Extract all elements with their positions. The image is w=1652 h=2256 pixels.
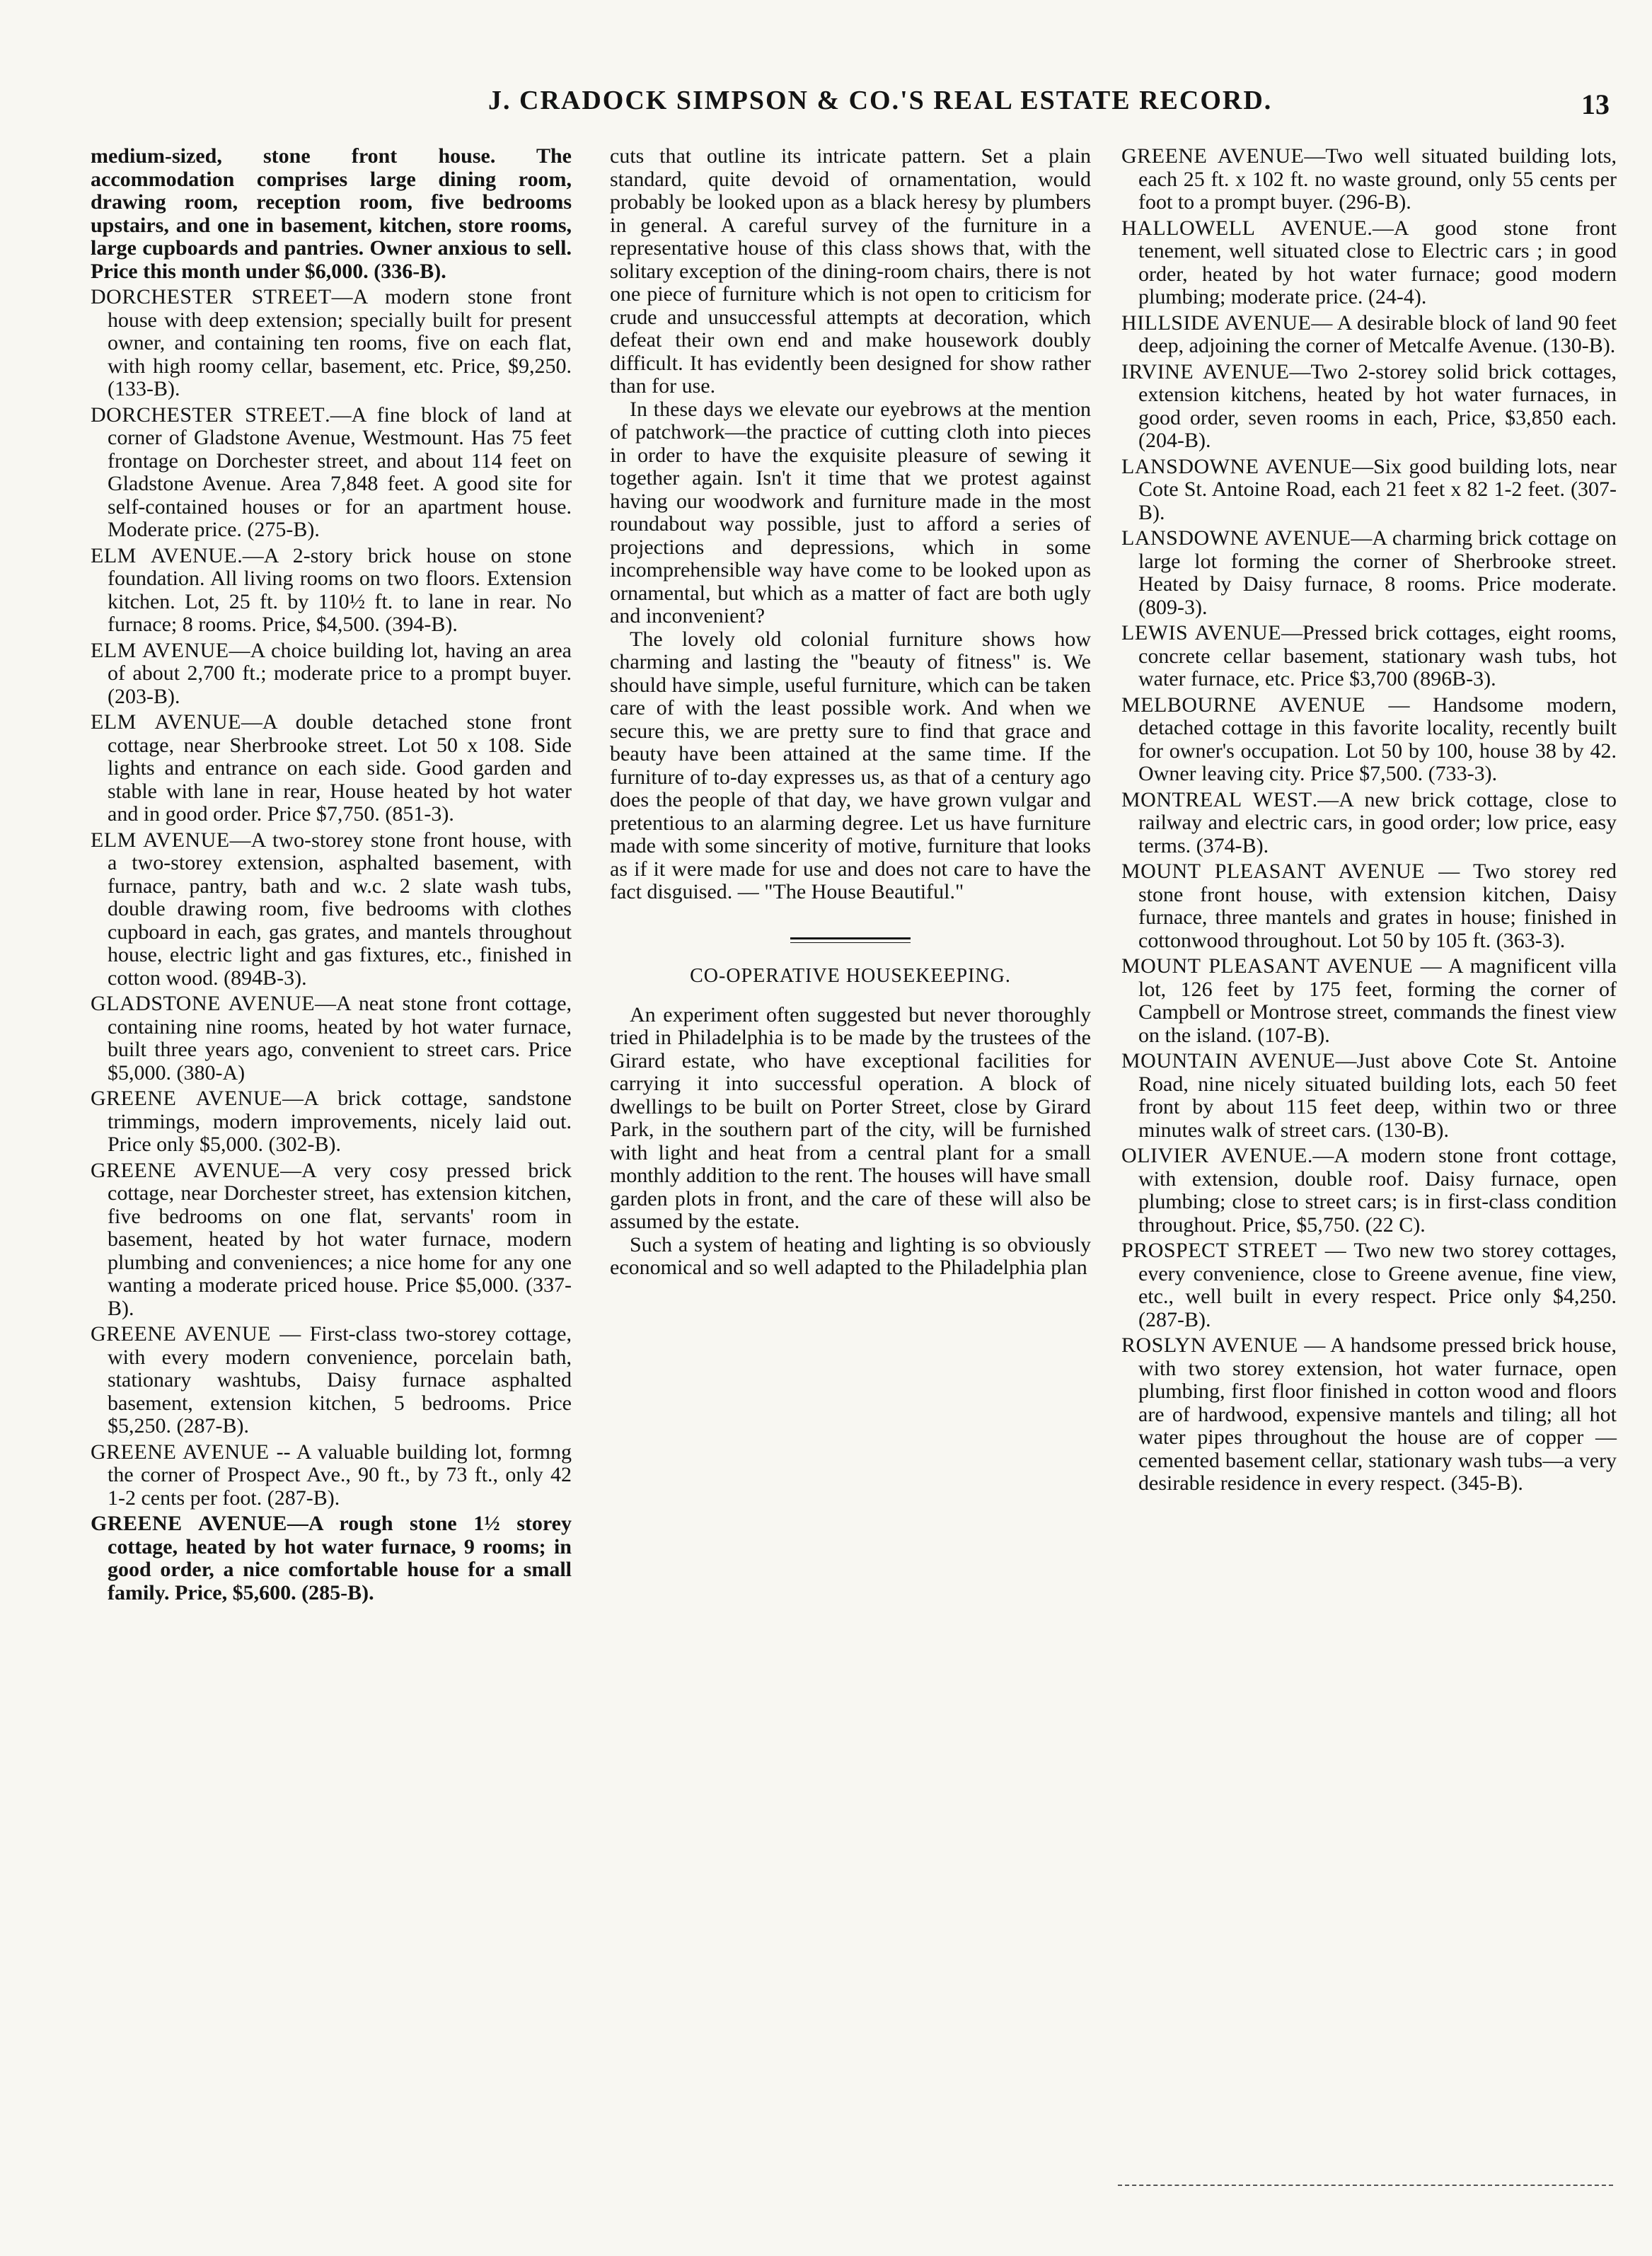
listing-text: — A magnificent villa lot, 126 feet by 175 feet, forming the corner of Campbell or Montrose street, commands the finest view on the island. (107-B). <box>1138 954 1617 1047</box>
listing-street: MOUNTAIN AVENUE <box>1121 1049 1336 1072</box>
column-2 <box>610 145 1091 1280</box>
listing-entry <box>1121 1050 1617 1142</box>
listing-street: GREENE AVENUE <box>91 1087 282 1110</box>
listing-text: —A choice building lot, having an area of about 2,700 ft.; moderate price to a prompt buyer. (203-B). <box>108 638 572 708</box>
listing-street: LEWIS AVENUE <box>1121 621 1282 644</box>
listing-entry <box>91 1441 572 1510</box>
listing-entry <box>1121 622 1617 691</box>
listing-text: —Just above Cote St. Antoine Road, nine nicely situated building lots, each 50 feet front by about 115 feet deep, within two or three minutes walk of street cars. (130-B). <box>1138 1049 1617 1142</box>
article-paragraph: cuts that outline its intricate pattern. Set a plain standard, quite devoid of ornamentation, would probably be looked upon as a black heresy by plumbers in general. A careful survey of the furniture in a representative house of this class shows that, with the solitary exception of the dining-room chairs, there is not one piece of furniture which is not open to criticism for crude and unsuccessful attempts at decoration, which defeat their own end and make housework doubly difficult. It has evidently been designed for show rather than for use. <box>610 144 1091 398</box>
listing-entry <box>91 545 572 637</box>
listing-text: —Two well situated building lots, each 25 ft. x 102 ft. no waste ground, only 55 cents per foot to a prompt buyer. (296-B). <box>1138 144 1617 214</box>
listing-street: GLADSTONE AVENUE <box>91 992 316 1015</box>
listing-entry <box>1121 456 1617 525</box>
listing-text: —A neat stone front cottage, containing nine rooms, heated by hot water furnace, built three years ago, convenient to street cars. Price $5,000. (380-A) <box>108 992 572 1084</box>
listing-entry <box>91 1512 572 1604</box>
listing-continuation: medium-sized, stone front house. The accommodation comprises large dining room, drawing room, reception room, five bedrooms upstairs, and one in basement, kitchen, store rooms, large cupboards and pantries. Owner anxious to sell. Price this month under $6,000. (336-B). <box>91 144 572 283</box>
listing-text: —A brick cottage, sandstone trimmings, modern improvements, nicely laid out. Price only $5,000. (302-B). <box>108 1087 572 1156</box>
listing-text: .—A modern stone front cottage, with extension, double roof. Daisy furnace, open plumbing; close to street cars; is in first-class condition throughout. Price, $5,750. (22 C). <box>1138 1144 1617 1237</box>
page-header <box>0 85 1652 127</box>
listing-entry <box>91 993 572 1084</box>
listing-text: —Six good building lots, near Cote St. Antoine Road, each 21 feet x 82 1-2 feet. (307-B). <box>1138 454 1617 524</box>
listing-text: —A rough stone 1½ storey cottage, heated by hot water furnace, 9 rooms; in good order, a nice comfortable house for a small family. Price, $5,600. (285-B). <box>108 1512 572 1604</box>
listing-entry <box>1121 1145 1617 1237</box>
listing-entry <box>1121 361 1617 453</box>
listing-entry <box>91 711 572 826</box>
listing-text: .—A 2-story brick house on stone foundation. All living rooms on two floors. Extension kitchen. Lot, 25 ft. by 110½ ft. to lane in rear. No furnace; 8 rooms. Price, $4,500. (394-B). <box>108 543 572 636</box>
listing-entry <box>91 640 572 709</box>
listing-street: HALLOWELL AVENUE <box>1121 216 1368 240</box>
listing-street: MELBOURNE AVENUE <box>1121 693 1365 717</box>
listing-text: —A double detached stone front cottage, near Sherbrooke street. Lot 50 x 108. Side lights and entrance on each side. Good garden and stable with lane in rear, House heated by hot water and in good order. Price $7,750. (851-3). <box>108 710 572 826</box>
listing-text: — Two new two storey cottages, every convenience, close to Greene avenue, fine view, etc., well built in every respect. Price only $4,250. (287-B). <box>1138 1239 1617 1331</box>
listing-entry <box>91 1323 572 1438</box>
listing-text: —A two-storey stone front house, with a two-storey extension, asphalted basement, with furnace, pantry, bath and w.c. 2 slate wash tubs, double drawing room, five bedrooms with clothes cupboard in each, gas grates, and mantels throughout house, electric light and gas fixtures, etc., finished in cotton wood. (894B-3). <box>108 828 572 990</box>
listing-text: —A very cosy pressed brick cottage, near Dorchester street, has extension kitchen, five bedrooms on one flat, servants' room in basement, heated by hot water furnace, modern plumbing and conveniences; a nice home for any one wanting a moderate priced house. Price $5,000. (337-B). <box>108 1158 572 1320</box>
listing-street: GREENE AVENUE <box>91 1322 271 1346</box>
listing-entry <box>1121 860 1617 952</box>
listing-street: MONTREAL WEST <box>1121 787 1312 811</box>
listing-street: ROSLYN AVENUE <box>1121 1334 1298 1357</box>
article-paragraph: The lovely old colonial furniture shows how charming and lasting the "beauty of fitness" is. We should have simple, useful furniture, which can be taken care of with the least possible work. And when we secure this, we are pretty sure to find that grace and beauty have been attained at the same time. If the furniture of to-day expresses us, as that of a century ago does the people of that day, we have grown vulgar and pretentious to an alarming degree. Let us have furniture made with some sincerity of motive, furniture that looks as if it were made for use and does not care to have the fact disguised. — "The House Beautiful." <box>610 627 1091 903</box>
listing-street: LANSDOWNE AVENUE <box>1121 526 1351 550</box>
article-paragraph: In these days we elevate our eyebrows at the mention of patchwork—the practice of cutting cloth into pieces in order to have the exquisite pleasure of sewing it together again. Isn't it time that we protest against having our woodwork and furniture made in the most roundabout way possible, just to afford a series of projections and depressions, which in some incomprehensible way have come to be looked upon as ornamental, but which as a matter of fact are both ugly and inconvenient? <box>610 397 1091 627</box>
listing-text: —A modern stone front house with deep extension; specially built for present owner, and containing ten rooms, five on each flat, with high roomy cellar, basement, etc. Price, $9,250. (133-B). <box>108 285 572 400</box>
listing-street: LANSDOWNE AVENUE <box>1121 454 1353 478</box>
section-divider <box>610 925 1091 949</box>
listing-entry <box>1121 527 1617 619</box>
listing-entry <box>1121 1334 1617 1496</box>
column-1 <box>91 145 572 1607</box>
bottom-divider <box>1118 2185 1613 2189</box>
listing-street: ELM AVENUE <box>91 638 229 662</box>
running-title: J. CRADOCK SIMPSON & CO.'S REAL ESTATE RECORD. <box>488 86 1273 115</box>
listing-entry <box>1121 789 1617 858</box>
listing-street: MOUNT PLEASANT AVENUE <box>1121 860 1426 883</box>
listing-street: GREENE AVENUE <box>91 1158 281 1182</box>
column-3 <box>1121 145 1617 1498</box>
page-number: 13 <box>1581 88 1610 120</box>
listing-entry <box>1121 217 1617 309</box>
article-paragraph: Such a system of heating and lighting is so obviously economical and so well adapted to the Philadelphia plan <box>610 1232 1091 1279</box>
article-title: CO-OPERATIVE HOUSEKEEPING. <box>690 965 1011 987</box>
listing-text: .—A fine block of land at corner of Gladstone Avenue, Westmount. Has 75 feet frontage on Dorchester street, and about 114 feet on Gladstone Avenue. Area 7,848 feet. A good site for self-contained houses or for an apartment house. Moderate price. (275-B). <box>108 403 572 541</box>
listing-text: —A charming brick cottage on large lot forming the corner of Sherbrooke street. Heated by Daisy furnace, 8 rooms. Price moderate. (809-3). <box>1138 526 1617 619</box>
listing-street: ELM AVENUE <box>91 828 230 852</box>
listing-text: .—A good stone front tenement, well situated close to Electric cars ; in good order, heated by hot water furnace; good modern plumbing; moderate price. (24-4). <box>1138 216 1617 308</box>
listing-entry <box>1121 955 1617 1047</box>
listing-street: GREENE AVENUE <box>91 1512 287 1535</box>
article-paragraph: An experiment often suggested but never thoroughly tried in Philadelphia is to be made by the trustees of the Girard estate, who have exceptional facilities for carrying it into successful operation. A block of dwellings to be built on Porter Street, close by Girard Park, in the southern part of the city, will be furnished with light and heat from a central plant for a small monthly addition to the rent. The houses will have small garden plots in front, and the care of these will also be assumed by the estate. <box>610 1002 1091 1233</box>
listing-text: — Two storey red stone front house, with extension kitchen, Daisy furnace, three mantels and grates in house; finished in cottonwood throughout. Lot 50 by 105 ft. (363-3). <box>1138 860 1617 952</box>
listing-street: HILLSIDE AVENUE <box>1121 311 1312 335</box>
listing-entry <box>1121 312 1617 358</box>
listing-text: — First-class two-storey cottage, with every modern convenience, porcelain bath, stationary washtubs, Daisy furnace asphalted basement, extension kitchen, 5 bedrooms. Price $5,250. (287-B). <box>108 1322 572 1438</box>
listing-street: ELM AVENUE <box>91 710 241 734</box>
listing-entry <box>1121 1239 1617 1331</box>
listing-text: — Handsome modern, detached cottage in this favorite locality, recently built for owner's occupation. Lot 50 by 100, house 38 by 42. Owner leaving city. Price $7,500. (733-3). <box>1138 693 1617 785</box>
listing-entry <box>91 1159 572 1321</box>
listing-street: PROSPECT STREET <box>1121 1239 1317 1262</box>
listing-entry <box>91 404 572 542</box>
listing-street: DORCHESTER STREET <box>91 285 332 308</box>
listing-entry <box>1121 145 1617 214</box>
listing-text: —Two 2-storey solid brick cottages, extension kitchens, heated by hot water furnaces, in good order, seven rooms in each, Price, $3,850 each. (204-B). <box>1138 359 1617 452</box>
listing-street: IRVINE AVENUE <box>1121 359 1290 383</box>
listing-street: ELM AVENUE <box>91 543 238 567</box>
listing-entry <box>91 286 572 401</box>
listing-text: -- A valuable building lot, formng the corner of Prospect Ave., 90 ft., by 73 ft., only 42 1-2 cents per foot. (287-B). <box>108 1440 572 1510</box>
listing-street: GREENE AVENUE <box>91 1440 270 1464</box>
listing-text: —Pressed brick cottages, eight rooms, concrete cellar basement, stationary wash tubs, hot water furnace, etc. Price $3,700 (896B-3). <box>1138 621 1617 690</box>
listing-entry <box>1121 694 1617 786</box>
listing-text: — A handsome pressed brick house, with two storey extension, hot water furnace, open plumbing, first floor finished in cotton wood and floors are of hardwood, expensive mantels and tiling; all hot water pipes throughout the house are of copper — cemented basement cellar, stationary wash tubs—a very desirable residence in every respect. (345-B). <box>1138 1334 1617 1495</box>
listing-entry <box>91 1087 572 1157</box>
listing-text: — A desirable block of land 90 feet deep, adjoining the corner of Metcalfe Avenue. (130-B). <box>1138 311 1617 357</box>
listing-street: MOUNT PLEASANT AVENUE <box>1121 954 1414 978</box>
listing-entry <box>91 829 572 990</box>
listing-street: GREENE AVENUE <box>1121 144 1305 168</box>
listing-street: OLIVIER AVENUE <box>1121 1144 1307 1167</box>
listing-street: DORCHESTER STREET <box>91 403 325 427</box>
listing-text: .—A new brick cottage, close to railway and electric cars, in good order; low price, easy terms. (374-B). <box>1138 787 1617 857</box>
